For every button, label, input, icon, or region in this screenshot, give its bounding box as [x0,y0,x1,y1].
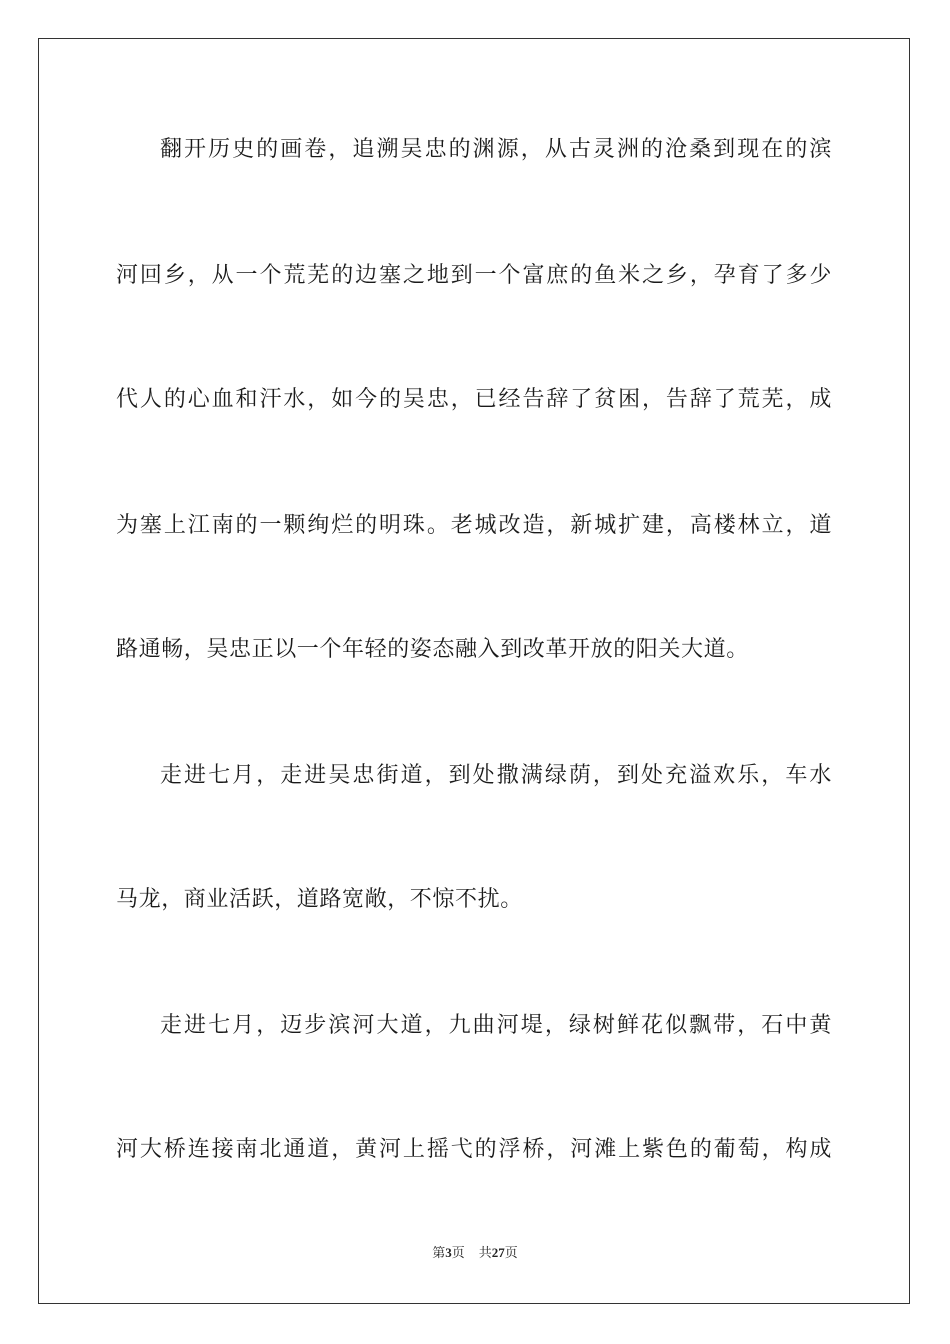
paragraph-1-line-2: 河回乡，从一个荒芜的边塞之地到一个富庶的鱼米之乡，孕育了多少 [116,263,832,288]
footer-total-suffix: 页 [504,1246,518,1261]
paragraph-2-line-2: 马龙，商业活跃，道路宽敞，不惊不扰。 [116,887,523,912]
paragraph-1-line-3: 代人的心血和汗水，如今的吴忠，已经告辞了贫困，告辞了荒芜，成 [116,387,832,412]
paragraph-1-line-4: 为塞上江南的一颗绚烂的明珠。老城改造，新城扩建，高楼林立，道 [116,513,832,538]
paragraph-3-line-1: 走进七月，迈步滨河大道，九曲河堤，绿树鲜花似飘带，石中黄 [160,1013,832,1038]
footer-total-pages: 27 [491,1245,505,1260]
paragraph-2-line-1: 走进七月，走进吴忠街道，到处撒满绿荫，到处充溢欢乐，车水 [160,763,832,788]
page-border [38,38,910,1304]
footer-page-suffix: 页 [451,1246,465,1261]
paragraph-1-line-1: 翻开历史的画卷，追溯吴忠的渊源，从古灵洲的沧桑到现在的滨 [160,137,832,162]
paragraph-3-line-2: 河大桥连接南北通道，黄河上摇弋的浮桥，河滩上紫色的葡萄，构成 [116,1137,832,1162]
paragraph-1-line-5: 路通畅，吴忠正以一个年轻的姿态融入到改革开放的阳关大道。 [116,637,749,662]
footer-page-number: 3 [445,1245,452,1260]
page-footer [0,1244,950,1263]
footer-page-prefix: 第 [432,1246,446,1261]
footer-total-prefix: 共 [478,1246,492,1261]
